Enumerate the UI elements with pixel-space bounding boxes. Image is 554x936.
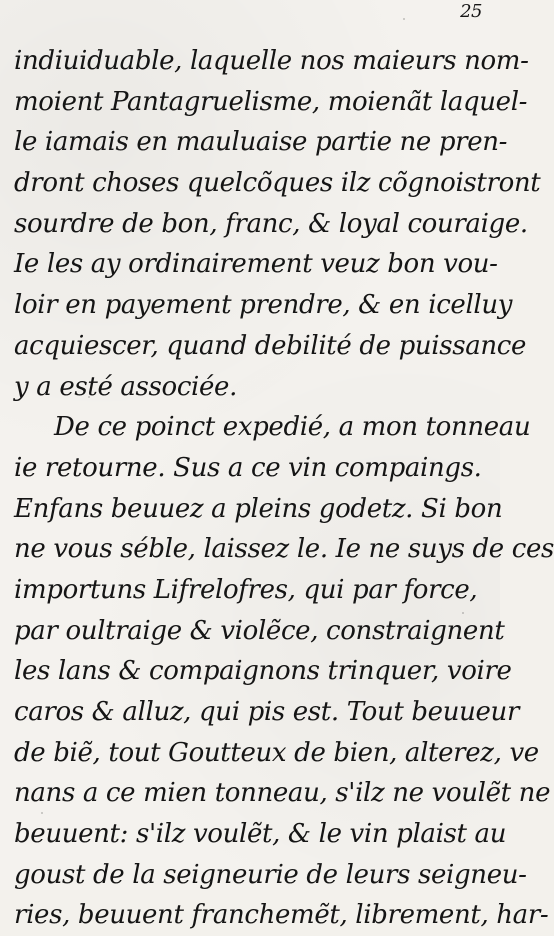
page-number: 25 xyxy=(460,1,482,22)
text-line: les lans & compaignons trinquer, voire xyxy=(14,656,512,687)
text-line: ries, beuuent franchemẽt, librement, har- xyxy=(14,900,549,931)
text-line: sourdre de bon, franc, & loyal couraige. xyxy=(14,208,528,239)
paper-speck xyxy=(41,812,43,814)
paragraph-start-line: De ce poinct expedié, a mon tonneau xyxy=(54,412,531,443)
text-line: Ie les ay ordinairement veuz bon vou- xyxy=(14,249,498,280)
text-line: acquiescer, quand debilité de puissance xyxy=(14,330,527,361)
text-line: nans a ce mien tonneau, s'ilz ne voulẽt ne xyxy=(14,778,551,809)
text-line: beuuent: s'ilz voulẽt, & le vin plaist au xyxy=(14,819,507,850)
paper-speck xyxy=(403,18,405,20)
text-line: importuns Lifrelofres, qui par force, xyxy=(14,574,478,605)
text-line: ie retourne. Sus a ce vin compaings. xyxy=(14,452,482,483)
main-text xyxy=(14,41,554,936)
text-line: le iamais en mauluaise partie ne pren- xyxy=(14,127,508,158)
text-line: par oultraige & violẽce, constraignent xyxy=(14,615,505,646)
text-line: dront choses quelcõques ilz cõgnoistront xyxy=(14,168,541,199)
text-line: loir en payement prendre, & en icelluy xyxy=(14,290,513,321)
paper-speck xyxy=(88,396,90,398)
text-line: caros & alluz, qui pis est. Tout beuueur xyxy=(14,697,520,727)
text-line: ne vous séble, laissez le. Ie ne suys de ces xyxy=(14,534,554,565)
text-line: y a esté associée. xyxy=(14,371,238,402)
text-line: goust de la seigneurie de leurs seigneu- xyxy=(14,859,527,890)
text-line: Enfans beuuez a pleins godetz. Si bon xyxy=(14,493,503,524)
text-line: indiuiduable, laquelle nos maieurs nom- xyxy=(14,46,529,76)
paper-speck xyxy=(462,612,464,614)
text-line: de biẽ, tout Goutteux de bien, alterez, ve xyxy=(14,737,539,768)
text-line: moient Pantagruelisme, moienãt laquel- xyxy=(14,86,528,117)
